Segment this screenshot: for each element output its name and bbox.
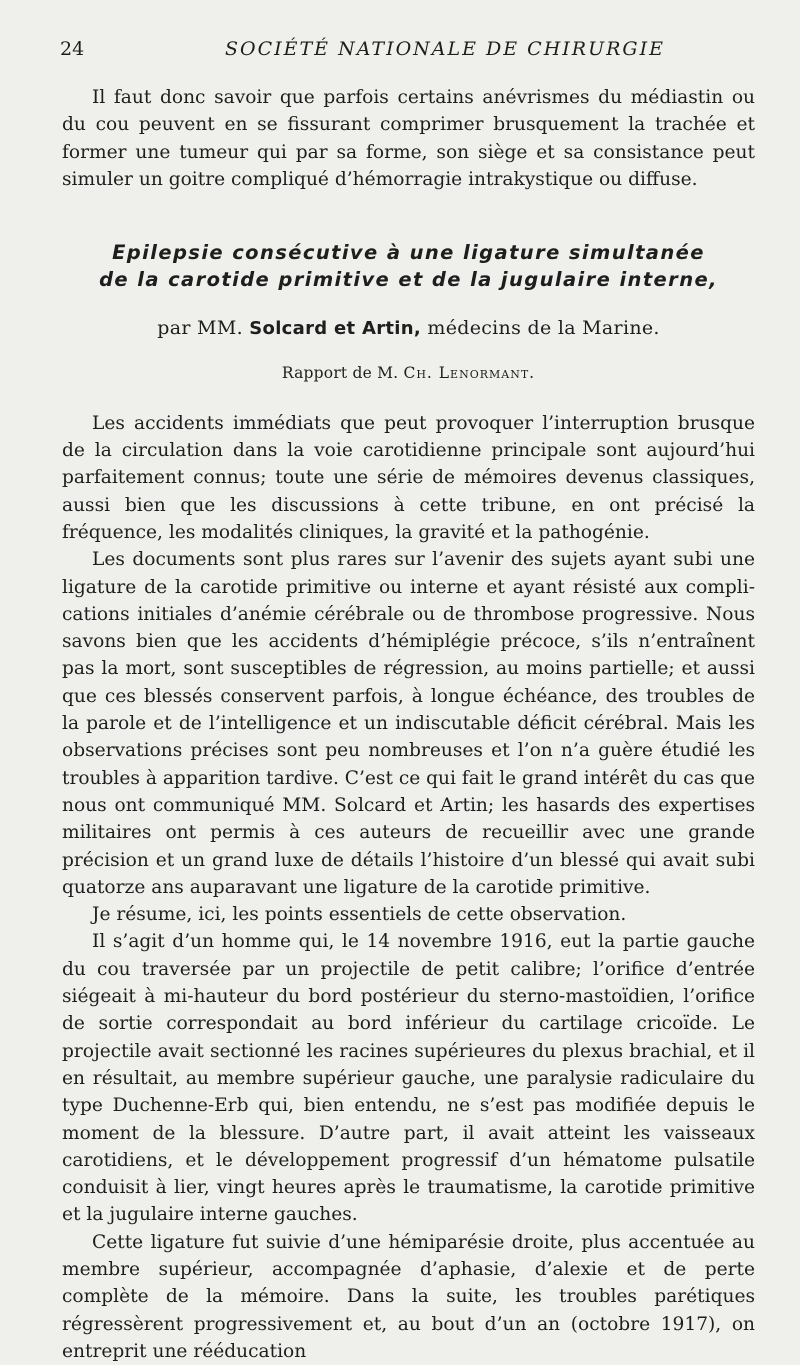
body-paragraph-5: Cette ligature fut suivie d’une hémiparésie droite, plus accentuée au membre supérieur, accompagnée d’aphasie, d’alexie et de perte complète de la mémoire. Dans la suite, les troubles parétiques régressèrent progressivement et, au bout d’un an (octobre 1917), on entreprit une rééducation	[62, 1231, 755, 1362]
report-line	[62, 360, 755, 387]
authors-names: Solcard et Artin,	[249, 318, 422, 340]
authors-suffix: médecins de la Marine.	[427, 317, 660, 340]
article-title-line-1: Epilepsie consécutive à une ligature simultanée	[112, 241, 705, 265]
article-title	[62, 239, 755, 293]
article-title-line-2: de la carotide primitive et de la jugulaire interne,	[99, 268, 718, 292]
report-prefix: Rapport de M.	[281, 364, 399, 383]
page-body	[62, 84, 755, 1365]
authors-prefix: par MM.	[157, 317, 243, 340]
page-number: 24	[60, 38, 85, 60]
body-paragraph-4: Il s’agit d’un homme qui, le 14 novembre 1916, eut la partie gauche du cou traversée par un projectile de petit calibre; l’orifice d’entrée siégeait à mi-hauteur du bord postérieur du sterno-mastoïdien, l’orifice de sortie correspondait au bord inférieur du cartilage cricoïde. Le projectile avait sectionné les racines supérieures du plexus brachial, et il en résultait, au membre supérieur gauche, une paralysie radiculaire du type Duchenne-Erb qui, bien entendu, ne s’est pas modifiée depuis le moment de la blessure. D’autre part, il avait atteint les vaisseaux carotidiens, et le développement progressif d’un hématome pulsatile conduisit à lier, vingt heures après le traumatisme, la carotide primitive et la jugulaire interne gauches.	[62, 931, 755, 1226]
intro-paragraph: Il faut donc savoir que parfois certains anévrismes du médiastin ou du cou peuvent en se fissurant comprimer brusquement la trachée et former une tumeur qui par sa forme, son siège et sa consistance peut simuler un goitre compliqué d’hémorragie intrakystique ou diffuse.	[62, 87, 755, 190]
body-paragraph-1: Les accidents immédiats que peut provoquer l’interruption brusque de la circulation dans la voie carotidienne principale sont aujourd’hui parfaitement connus; toute une série de mémoires devenus classiques, aussi bien que les discussions à cette tribune, en ont précisé la fréquence, les modalités cliniques, la gravité et la pathogénie.	[62, 412, 755, 543]
body-paragraph-3: Je résume, ici, les points essentiels de cette observation.	[92, 904, 627, 926]
running-header	[60, 38, 750, 64]
journal-title: SOCIÉTÉ NATIONALE DE CHIRURGIE	[225, 38, 665, 60]
report-author: Ch. Lenormant.	[403, 364, 536, 383]
body-paragraph-2: Les documents sont plus rares sur l’avenir des sujets ayant subi une ligature de la carotide primitive ou interne et ayant résisté aux complications initiales d’anémie cérébrale ou de thrombose progressive. Nous savons bien que les accidents d’hémiplégie précoce, s’ils n’entraînent pas la mort, sont susceptibles de régression, au moins partielle; et aussi que ces blessés conservent parfois, à longue échéance, des troubles de la parole et de l’intelligence et un indiscutable déficit cérébral. Mais les observations précises sont peu nombreuses et l’on n’a guère étudié les troubles à apparition tardive. C’est ce qui fait le grand intérêt du cas que nous ont communiqué MM. Solcard et Artin; les hasards des expertises militaires ont permis à ces auteurs de recueillir avec une grande précision et un grand luxe de détails l’histoire d’un blessé qui avait subi quatorze ans auparavant une ligature de la carotide primitive.	[62, 549, 756, 898]
article-authors	[62, 315, 755, 342]
